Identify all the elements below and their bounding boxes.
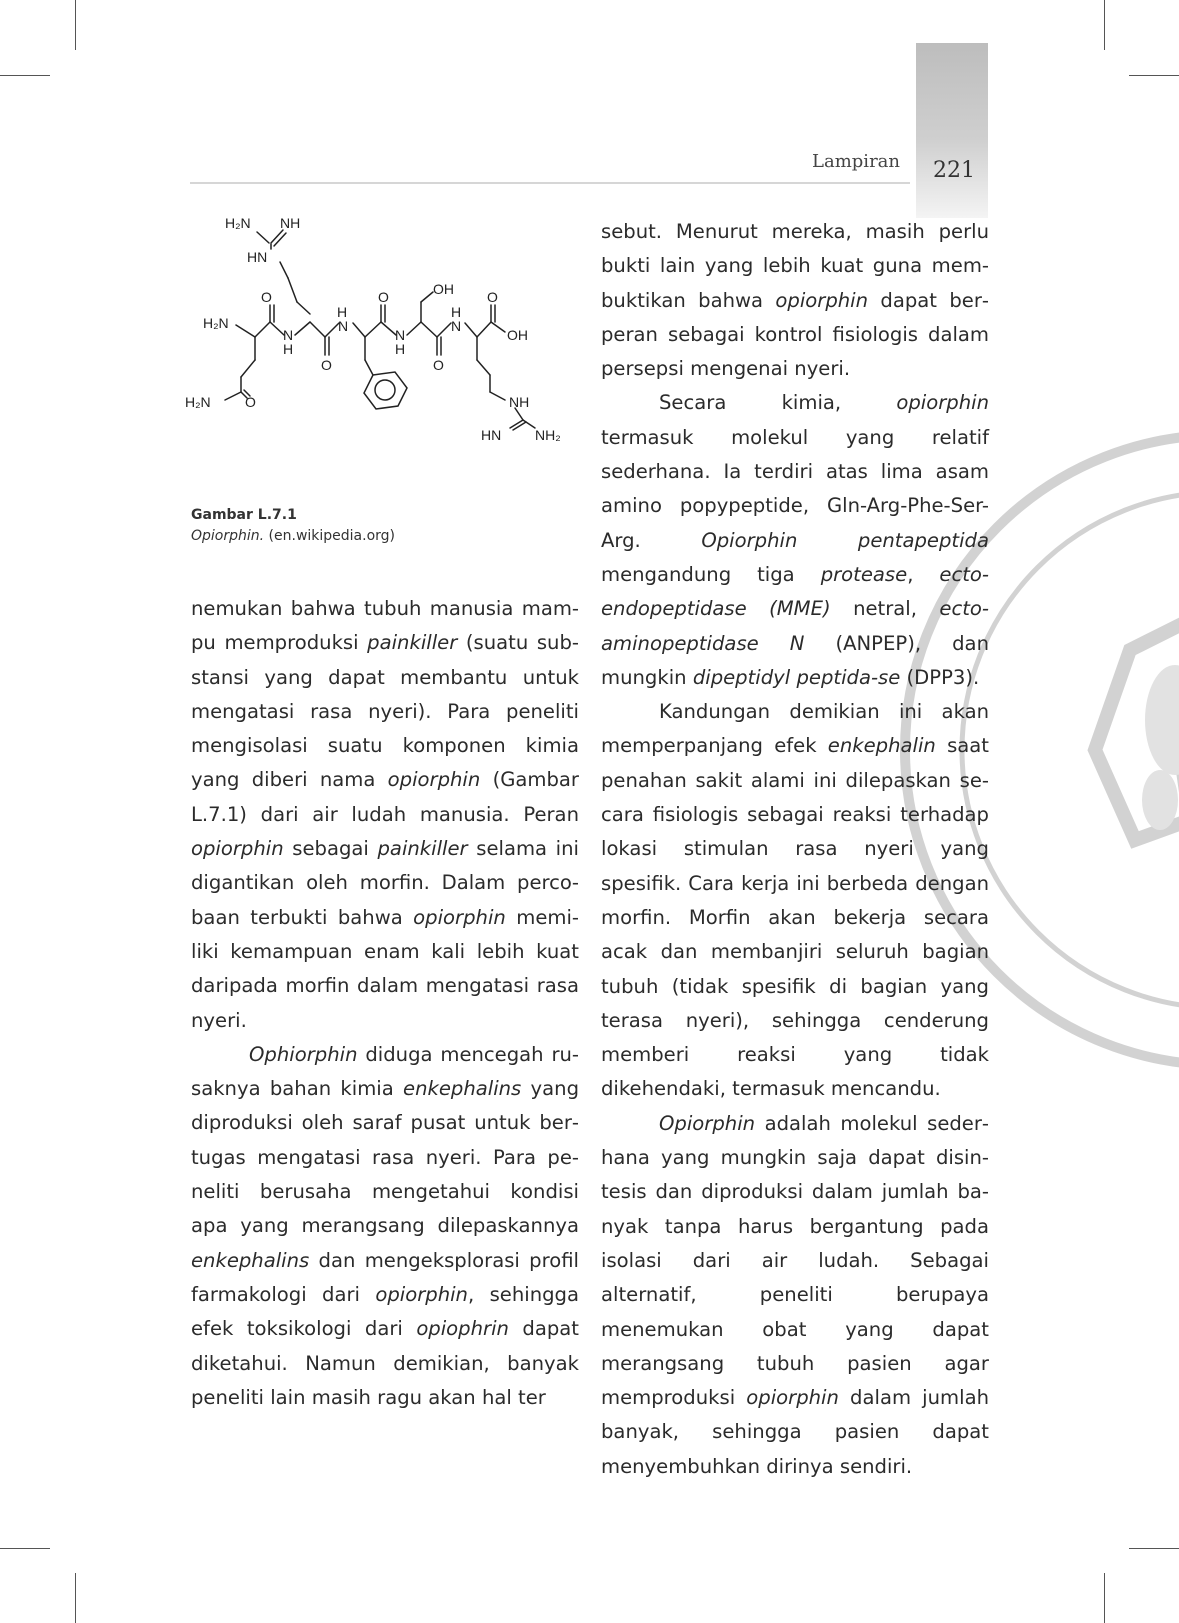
crop-mark (0, 75, 50, 76)
atom-label: HN (481, 427, 502, 443)
opiorphin-structure-diagram (185, 210, 585, 470)
italic-term: opiophrin (416, 1317, 509, 1341)
italic-term: ecto-endopeptidase (MME) (601, 562, 989, 621)
atom-label: H (451, 304, 462, 320)
left-text-column (191, 592, 579, 1415)
text-run: diduga mencegah rusaknya bahan kimia (191, 1042, 579, 1101)
atom-label: O (487, 289, 498, 305)
figure-caption (191, 505, 395, 547)
paragraph (191, 1038, 579, 1415)
italic-term: Opiorphin (659, 1111, 756, 1135)
text-run: (DPP3). (900, 665, 980, 689)
atom-label: H (395, 341, 406, 357)
atom-label: H (283, 341, 294, 357)
figure-caption-text (191, 526, 395, 547)
atom-label: HN (247, 249, 268, 265)
text-run: selama ini digantikan oleh morfin. Dalam percobaan terbukti bahwa (191, 837, 579, 929)
italic-term: ecto-aminopeptidase N (601, 597, 989, 655)
crop-mark (75, 1573, 76, 1623)
text-run: , sehingga efek toksikologi dari (191, 1282, 580, 1341)
atom-label: NH₂ (535, 427, 561, 443)
right-text-column (601, 215, 989, 1484)
running-head: Lampiran (812, 151, 900, 172)
text-run: dalam jumlah banyak, sehingga pasien dapat menyembuhkan dirinya sendiri. (601, 1386, 989, 1478)
crop-mark (0, 1548, 50, 1549)
atom-label: H₂N (185, 394, 211, 410)
text-run: Kandungan demikian ini akan memperpanjang efek (601, 700, 989, 758)
paragraph (191, 592, 579, 1038)
atom-label: N (395, 327, 406, 343)
italic-term: dipeptidyl peptida-se (692, 665, 901, 689)
text-run: (Gambar L.7.1) dari air ludah manusia. Peran (191, 768, 579, 826)
text-run: nemukan bahwa tubuh manusia mampu memproduksi (191, 597, 579, 655)
crop-mark (1129, 75, 1179, 76)
atom-label: OH (433, 281, 454, 297)
atom-label: O (261, 289, 272, 305)
text-run: , (907, 562, 940, 586)
paragraph (601, 215, 989, 386)
italic-term: opiorphin (191, 837, 284, 861)
paragraph (601, 386, 989, 695)
italic-term: opiorphin (413, 905, 506, 929)
text-run: dan mengeksplorasi profil farmakologi dari (191, 1248, 579, 1306)
atom-label: O (433, 357, 444, 373)
italic-term: Ophiorphin (249, 1042, 358, 1066)
atom-label: H₂N (203, 315, 229, 331)
atom-label: O (245, 394, 256, 410)
text-run: yang diproduksi oleh saraf pusat untuk bertugas mengatasi rasa nyeri. Para peneliti berusaha mengetahui kondisi apa yang merangsang dilepaskannya (191, 1077, 580, 1238)
italic-term: opiorphin (387, 768, 481, 792)
atom-label: O (378, 289, 389, 305)
text-run: dapat berperan sebagai kontrol fisiologis dalam persepsi mengenai nyeri. (601, 288, 989, 381)
italic-term: enkephalins (403, 1077, 522, 1101)
crop-mark (1104, 1573, 1105, 1623)
italic-term: opiorphin (775, 288, 869, 312)
paragraph (601, 695, 989, 1107)
italic-term: painkiller (377, 837, 468, 861)
text-run: mengandung tiga (601, 562, 821, 586)
italic-term: protease (820, 562, 908, 586)
atom-label: N (338, 318, 349, 334)
italic-term: enkephalins (191, 1248, 310, 1272)
text-run: dapat diketahui. Namun demikian, banyak peneliti lain masih ragu akan hal ter (191, 1317, 579, 1409)
atom-label: O (321, 357, 332, 373)
atom-label: NH (509, 394, 530, 410)
text-run: termasuk molekul yang relatif sederhana. Ia terdiri atas lima asam amino popypeptide, Gln-Arg-Phe-Ser-Arg. (601, 425, 989, 552)
paragraph (601, 1107, 989, 1484)
atom-label: H (337, 304, 348, 320)
italic-term: Opiorphin pentapeptida (701, 528, 989, 552)
italic-term: painkiller (367, 631, 458, 655)
atom-label: N (451, 318, 462, 334)
text-run: netral, (830, 597, 940, 621)
header-rule (190, 182, 910, 184)
italic-term: opiorphin (896, 391, 989, 415)
atom-label: NH (280, 215, 301, 231)
italic-term: enkephalin (827, 734, 936, 758)
text-run: memiliki kemampuan enam kali lebih kuat daripada morfin dalam mengatasi rasa nyeri. (191, 905, 579, 1032)
figure-title: Opiorphin. (191, 528, 265, 544)
crop-mark (1104, 0, 1105, 50)
text-run: (ANPEP), dan mungkin (601, 631, 989, 689)
text-run: saat penahan sakit alami ini dilepaskan secara fisiologis sebagai reaksi terhadap lokasi stimulan rasa nyeri yang spesifik. Cara kerja ini berbeda dengan morfin. Morfin akan bekerja secara acak dan membanjiri seluruh bagian tubuh (tidak spesifik di bagian yang terasa nyeri), sehingga cenderung memberi reaksi yang tidak dikehendaki, termasuk mencandu. (601, 734, 989, 1101)
text-run: Secara kimia, (659, 391, 897, 415)
crop-mark (75, 0, 76, 50)
atom-label: N (283, 327, 294, 343)
text-run: adalah molekul sederhana yang mungkin saja dapat disintesis dan diproduksi dalam jumlah banyak tanpa harus bergantung pada isolasi dari air ludah. Sebagai alternatif, peneliti berupaya menemukan obat yang dapat merangsang tubuh pasien agar memproduksi (601, 1111, 989, 1410)
page-number: 221 (933, 158, 975, 183)
text-run: sebut. Menurut mereka, masih perlu bukti lain yang lebih kuat guna membuktikan bahwa (601, 220, 989, 312)
atom-label: H₂N (225, 215, 251, 231)
figure-source: (en.wikipedia.org) (268, 528, 396, 544)
italic-term: opiorphin (746, 1386, 839, 1410)
atom-label: OH (507, 327, 528, 343)
figure-label: Gambar L.7.1 (191, 507, 297, 523)
page-number-tab (916, 43, 988, 218)
text-run: sebagai (283, 837, 378, 861)
crop-mark (1129, 1548, 1179, 1549)
text-run: (suatu substansi yang dapat membantu untuk mengatasi rasa nyeri). Para peneliti mengisolasi suatu komponen kimia yang diberi nama (191, 631, 579, 792)
italic-term: opiorphin (375, 1282, 468, 1306)
